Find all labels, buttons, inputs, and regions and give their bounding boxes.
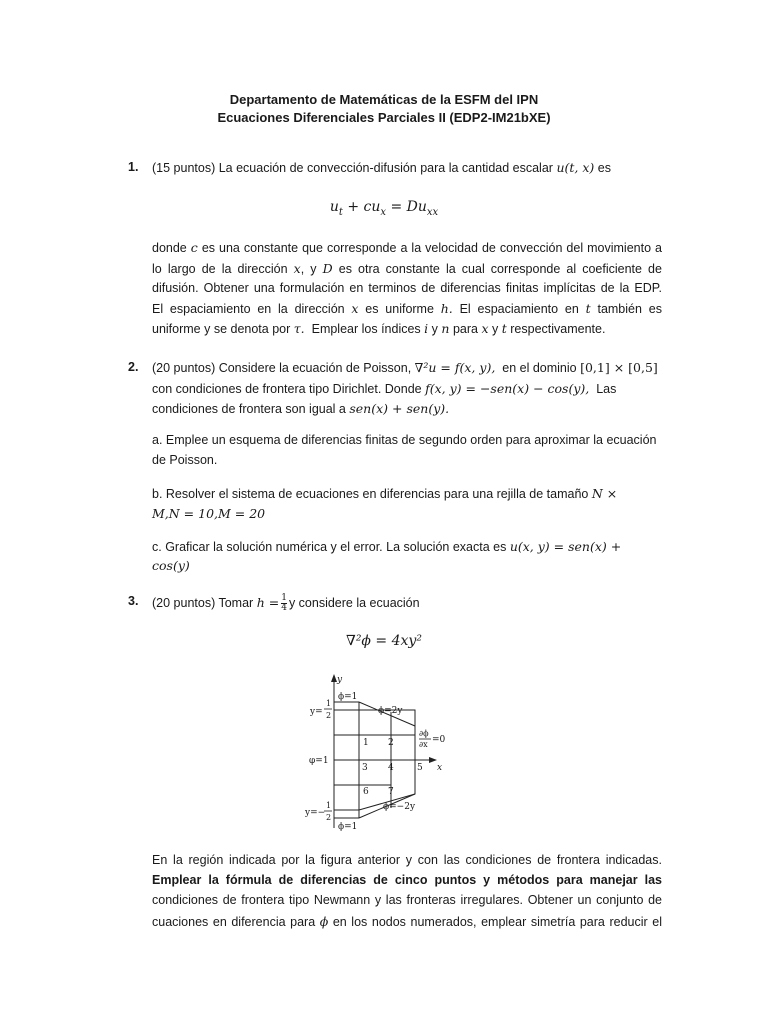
y-top-frac-num: 1 <box>326 699 332 708</box>
phi-top-label: ϕ=1 <box>338 692 358 702</box>
header-course: Ecuaciones Diferenciales Parciales II (EDP2-IM21bXE) <box>217 110 551 125</box>
problem-3-para-line-3: condiciones de frontera tipo Newmann y las fronteras irregulares. Obtener un conjunto de <box>152 893 662 907</box>
node-1: 1 <box>363 738 369 748</box>
problem-1-number: 1. <box>128 160 139 174</box>
y-top-frac-den: 2 <box>326 711 332 720</box>
problem-2-number: 2. <box>128 360 139 374</box>
neumann-denominator: ∂x <box>419 740 428 749</box>
y-bottom-frac-num: 1 <box>326 801 332 810</box>
problem-2-line-1: (20 puntos) Considere la ecuación de Poisson, ∇²u = f(x, y), en el dominio [0,1] × [0,5] <box>152 360 658 375</box>
node-3: 3 <box>362 763 368 773</box>
y-top-label: y= <box>310 707 323 717</box>
problem-2a-line-1: a. Emplee un esquema de diferencias finitas de segundo orden para aproximar la ecuación <box>152 433 657 447</box>
problem-3-line-1: (20 puntos) Tomar h = $\frac{1}{4}$ y considere la ecuación <box>152 593 420 613</box>
node-2: 2 <box>388 738 394 748</box>
problem-3-number: 3. <box>128 594 139 608</box>
problem-3-equation: ∇²ϕ = 4xy² <box>346 633 422 649</box>
problem-2a-line-2: de Poisson. <box>152 453 218 467</box>
node-7: 7 <box>388 787 394 797</box>
problem-3-para-line-2: Emplear la fórmula de diferencias de cinco puntos y métodos para manejar las <box>152 873 662 887</box>
region-diagram <box>233 668 535 834</box>
convection-diffusion-equation: $u_t + cu_x = Du_{xx}$ <box>329 199 439 218</box>
header-department: Departamento de Matemáticas de la ESFM del IPN <box>229 92 539 107</box>
problem-2c-line-1: c. Graficar la solución numérica y el error. La solución exacta es u(x, y) = sen(x) + <box>152 539 622 554</box>
problem-2c-line-2: cos(y) <box>152 558 190 573</box>
x-axis-arrow <box>429 757 437 763</box>
problem-2-line-2: con condiciones de frontera tipo Dirichlet. Donde f(x, y) = −sen(x) − cos(y), Las <box>152 381 617 396</box>
problem-1-line-1: donde c es una constante que corresponde a la velocidad de convección del movimiento a <box>152 240 662 255</box>
neumann-rhs: =0 <box>432 735 446 745</box>
problem-1-equation <box>0 199 768 218</box>
problem-1-line-4: El espaciamiento en la dirección x es uniforme h. El espaciamiento en t también es <box>152 301 662 316</box>
phi-bottom-label: ϕ=1 <box>338 822 358 832</box>
phi-left-label: φ=1 <box>309 756 329 766</box>
problem-2b-line-1: b. Resolver el sistema de ecuaciones en diferencias para una rejilla de tamaño N × <box>152 486 618 501</box>
problem-2b-line-2: M,N = 10,M = 20 <box>152 506 266 521</box>
neumann-numerator: ∂ϕ <box>419 729 429 738</box>
boundary-region-figure <box>233 668 535 834</box>
problem-3-para-line-1: En la región indicada por la figura anterior y con las condiciones de frontera indicadas. <box>152 853 662 867</box>
phi-lower-slant-label: ϕ=−2y <box>383 802 416 812</box>
problem-2-line-3: condiciones de frontera son igual a sen(x) + sen(y). <box>152 401 450 416</box>
problem-1-intro: (15 puntos) La ecuación de convección-difusión para la cantidad escalar u(t, x) es <box>152 160 611 175</box>
y-bottom-label: y=− <box>305 808 326 818</box>
y-bottom-frac-den: 2 <box>326 813 332 822</box>
problem-3-para-line-4: cuaciones en diferencia para ϕ en los nodos numerados, emplear simetría para reducir el <box>152 914 662 929</box>
node-6: 6 <box>363 787 369 797</box>
x-axis-label: x <box>437 763 443 773</box>
phi-upper-slant-label: ϕ=2y <box>378 706 403 716</box>
node-5: 5 <box>417 763 423 773</box>
node-4: 4 <box>388 763 394 773</box>
problem-1-line-2: lo largo de la dirección x, y D es otra constante la cual corresponde al coeficiente de <box>152 261 662 276</box>
y-axis-label: y <box>337 675 343 685</box>
problem-1-line-5: uniforme y se denota por τ. Emplear los índices i y n para x y t respectivamente. <box>152 321 606 336</box>
problem-1-line-3: difusión. Obtener una formulación en terminos de diferencias finitas implícitas de la EDP. <box>152 281 662 295</box>
